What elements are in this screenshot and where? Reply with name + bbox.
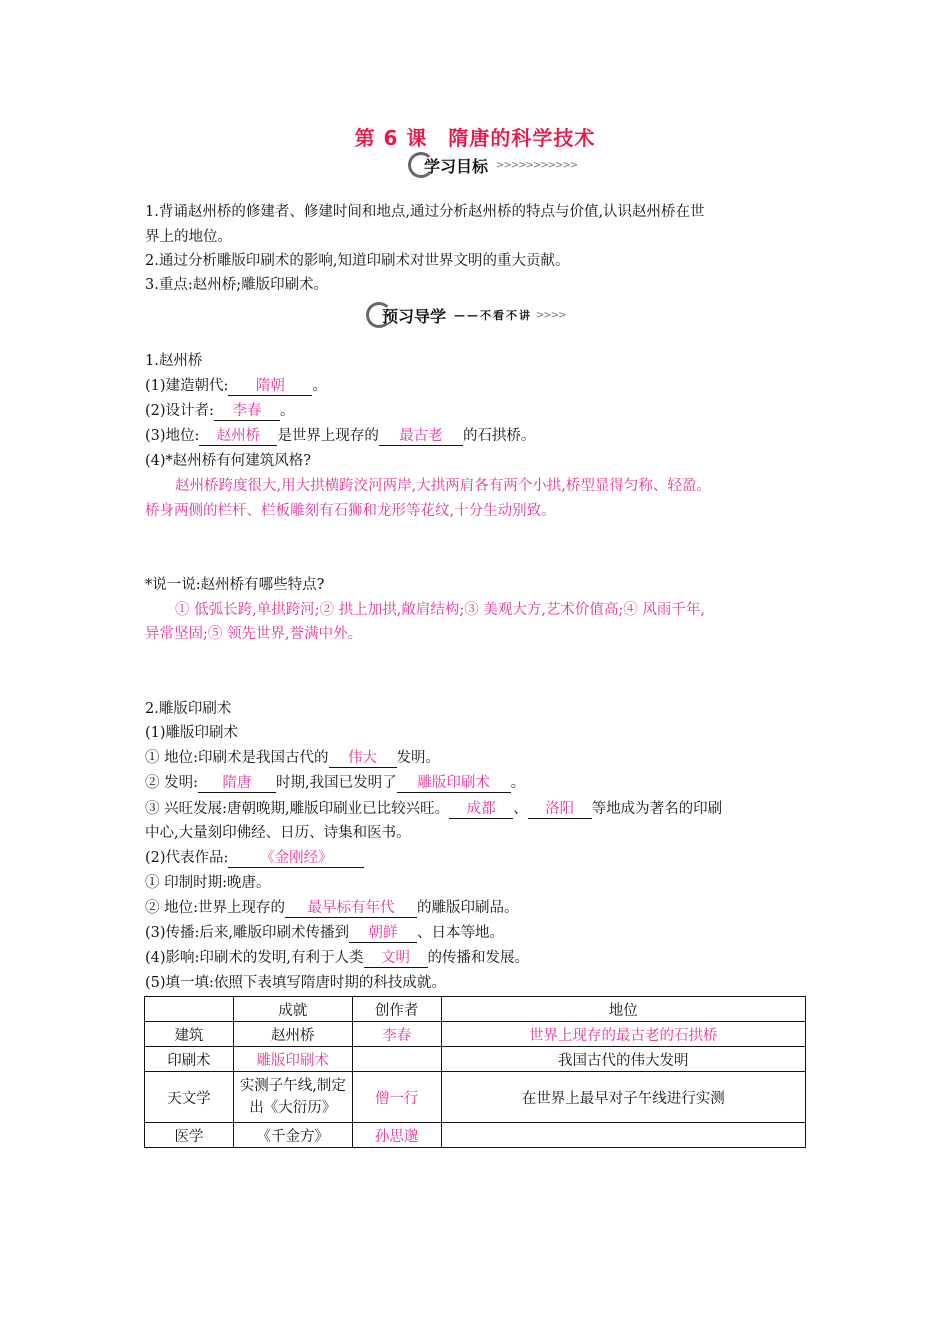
table-cell: 在世界上最早对子午线进行实测 bbox=[441, 1072, 805, 1123]
question-line: (4)影响:印刷术的发明,有利于人类 文明 的传播和发展。 bbox=[145, 950, 530, 966]
page-title: 第 6 课 隋唐的科学技术 bbox=[354, 126, 596, 150]
arrow-trail-icon: >>>>>>>>>>> bbox=[496, 159, 578, 171]
answer-blank: 李春 bbox=[214, 403, 280, 421]
table-cell: 李春 bbox=[352, 1022, 441, 1047]
answer-paragraph: ① 低弧长跨,单拱跨河;② 拱上加拱,敞肩结构;③ 美观大方,艺术价值高;④ 风雨千年, bbox=[175, 602, 706, 618]
answer-paragraph: 桥身两侧的栏杆、栏板雕刻有石狮和龙形等花纹,十分生动别致。 bbox=[145, 503, 556, 519]
question-line: (1)建造朝代: 隋朝 。 bbox=[145, 378, 327, 394]
table-cell: 我国古代的伟大发明 bbox=[441, 1047, 805, 1072]
goal-line: 界上的地位。 bbox=[145, 229, 232, 245]
goals-badge bbox=[408, 152, 577, 178]
achievements-table bbox=[144, 996, 806, 1148]
preview-badge-sub: ——不看不讲 bbox=[454, 309, 533, 322]
table-row bbox=[145, 1022, 806, 1047]
table-cell: 建筑 bbox=[145, 1022, 234, 1047]
goal-line: 2.通过分析雕版印刷术的影响,知道印刷术对世界文明的重大贡献。 bbox=[145, 253, 570, 269]
table-header-row bbox=[145, 997, 806, 1022]
table-row bbox=[145, 1047, 806, 1072]
table-header-cell bbox=[145, 997, 234, 1022]
sub-heading: (1)雕版印刷术 bbox=[145, 725, 239, 741]
table-cell: 世界上现存的最古老的石拱桥 bbox=[441, 1022, 805, 1047]
goal-line: 3.重点:赵州桥;雕版印刷术。 bbox=[145, 277, 329, 293]
table-cell: 赵州桥 bbox=[233, 1022, 352, 1047]
question-line: ③ 兴旺发展:唐朝晚期,雕版印刷业已比较兴旺。 成都 、 洛阳 等地成为著名的印刷 bbox=[145, 801, 723, 817]
table-cell: 印刷术 bbox=[145, 1047, 234, 1072]
table-cell: 医学 bbox=[145, 1123, 234, 1148]
table-cell: 天文学 bbox=[145, 1072, 234, 1123]
question-line: ① 地位:印刷术是我国古代的 伟大 发明。 bbox=[145, 750, 440, 766]
table-cell: 实测子午线,制定出《大衍历》 bbox=[233, 1072, 352, 1123]
question-line: (3)地位: 赵州桥 是世界上现存的 最古老 的石拱桥。 bbox=[145, 428, 536, 444]
table-cell bbox=[352, 1047, 441, 1072]
table-header-cell: 成就 bbox=[233, 997, 352, 1022]
table-header-cell: 地位 bbox=[441, 997, 805, 1022]
table-row bbox=[145, 1072, 806, 1123]
arrow-trail-icon: >>>> bbox=[536, 309, 566, 321]
goal-line: 1.背诵赵州桥的修建者、修建时间和地点,通过分析赵州桥的特点与价值,认识赵州桥在世 bbox=[145, 204, 705, 220]
question-line: 中心,大量刻印佛经、日历、诗集和医书。 bbox=[145, 825, 411, 841]
answer-blank: 最早标有年代 bbox=[285, 900, 417, 918]
question-line: ② 发明: 隋唐 时期,我国已发明了 雕版印刷术 。 bbox=[145, 775, 526, 791]
answer-blank: 赵州桥 bbox=[199, 428, 277, 446]
answer-blank: 隋朝 bbox=[228, 378, 312, 396]
answer-blank: 隋唐 bbox=[198, 775, 276, 793]
answer-blank: 最古老 bbox=[379, 428, 463, 446]
answer-blank: 《金刚经》 bbox=[228, 850, 364, 868]
table-cell: 《千金方》 bbox=[233, 1123, 352, 1148]
section-heading: 1.赵州桥 bbox=[145, 353, 203, 369]
answer-paragraph: 赵州桥跨度很大,用大拱横跨洨河两岸,大拱两肩各有两个小拱,桥型显得匀称、轻盈。 bbox=[175, 478, 711, 494]
preview-badge bbox=[366, 302, 566, 328]
question-line: ② 地位:世界上现存的 最早标有年代 的雕版印刷品。 bbox=[145, 900, 519, 916]
preview-badge-label: 预习导学 bbox=[382, 306, 447, 326]
question-line: (3)传播:后来,雕版印刷术传播到 朝鲜 、日本等地。 bbox=[145, 925, 505, 941]
question-line: ① 印制时期:晚唐。 bbox=[145, 875, 271, 891]
question-line: (2)代表作品: 《金刚经》 bbox=[145, 848, 364, 868]
answer-blank: 伟大 bbox=[329, 750, 397, 768]
answer-blank: 成都 bbox=[449, 801, 513, 819]
section-heading: 2.雕版印刷术 bbox=[145, 701, 232, 717]
answer-blank: 洛阳 bbox=[528, 801, 592, 819]
answer-paragraph: 异常坚固;⑤ 领先世界,誉满中外。 bbox=[145, 626, 363, 642]
answer-blank: 雕版印刷术 bbox=[397, 775, 511, 793]
question-line: (4)*赵州桥有何建筑风格? bbox=[145, 453, 312, 469]
answer-blank: 文明 bbox=[364, 950, 428, 968]
table-header-cell: 创作者 bbox=[352, 997, 441, 1022]
table-row bbox=[145, 1123, 806, 1148]
question-line: *说一说:赵州桥有哪些特点? bbox=[145, 577, 325, 593]
goals-badge-label: 学习目标 bbox=[424, 156, 489, 176]
question-line: (5)填一填:依照下表填写隋唐时期的科技成就。 bbox=[145, 975, 446, 991]
question-line: (2)设计者: 李春 。 bbox=[145, 403, 295, 419]
table-cell: 僧一行 bbox=[352, 1072, 441, 1123]
answer-blank: 朝鲜 bbox=[349, 925, 417, 943]
table-cell bbox=[441, 1123, 805, 1148]
table-cell: 雕版印刷术 bbox=[233, 1047, 352, 1072]
table-cell: 孙思邈 bbox=[352, 1123, 441, 1148]
